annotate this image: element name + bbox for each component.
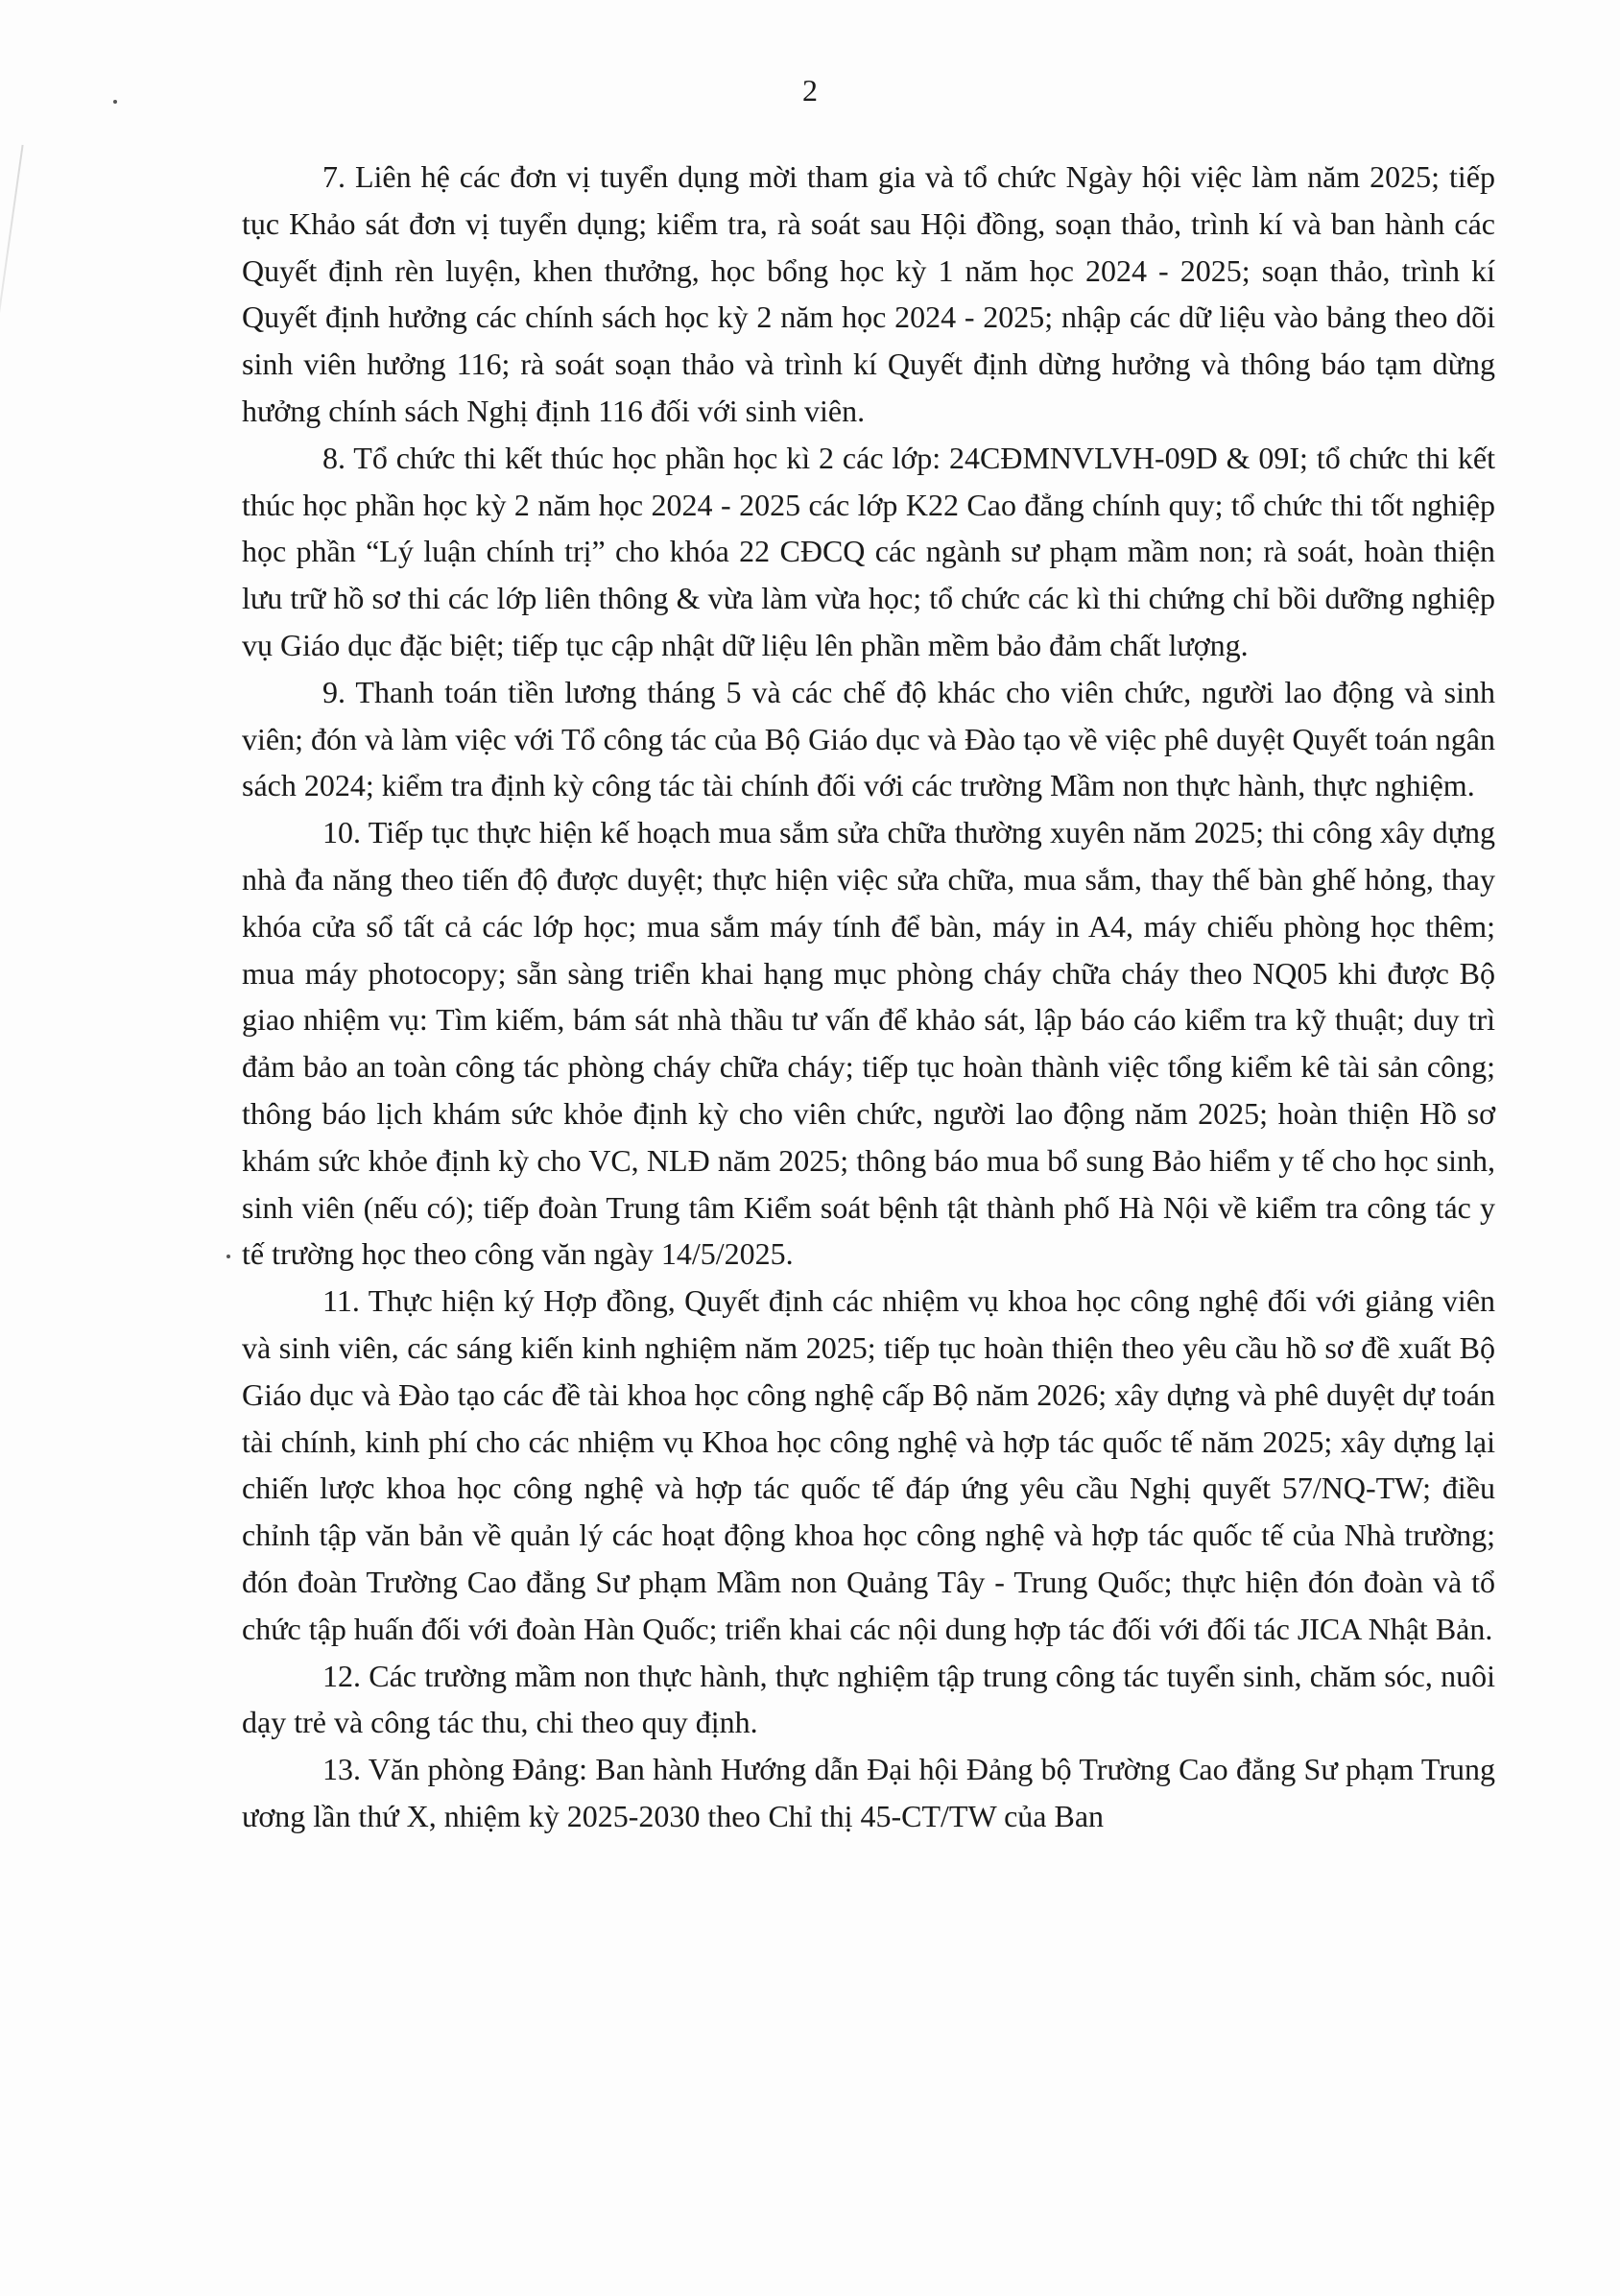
paragraph-item-10: 10. Tiếp tục thực hiện kế hoạch mua sắm sửa chữa thường xuyên năm 2025; thi công xây dựng nhà đa năng theo tiến độ được duyệt; thực hiện việc sửa chữa, mua sắm, thay thế bàn ghế hỏng, thay khóa cửa sổ tất cả các lớp học; mua sắm máy tính để bàn, máy in A4, máy chiếu phòng học thêm; mua máy photocopy; sẵn sàng triển khai hạng mục phòng cháy chữa cháy theo NQ05 khi được Bộ giao nhiệm vụ: Tìm kiếm, bám sát nhà thầu tư vấn để khảo sát, lập báo cáo kiểm tra kỹ thuật; duy trì đảm bảo an toàn công tác phòng cháy chữa cháy; tiếp tục hoàn thành việc tổng kiểm kê tài sản công; thông báo lịch khám sức khỏe định kỳ cho viên chức, người lao động năm 2025; hoàn thiện Hồ sơ khám sức khỏe định kỳ cho VC, NLĐ năm 2025; thông báo mua bổ sung Bảo hiểm y tế cho học sinh, sinh viên (nếu có); tiếp đoàn Trung tâm Kiểm soát bệnh tật thành phố Hà Nội về kiểm tra công tác y tế trường học theo công văn ngày 14/5/2025. <box>242 815 1495 1272</box>
paragraph-item-9: 9. Thanh toán tiền lương tháng 5 và các chế độ khác cho viên chức, người lao động và sinh viên; đón và làm việc với Tổ công tác của Bộ Giáo dục và Đào tạo về việc phê duyệt Quyết toán ngân sách 2024; kiểm tra định kỳ công tác tài chính đối với các trường Mầm non thực hành, thực nghiệm. <box>242 674 1495 803</box>
scan-artifact-line <box>0 145 24 345</box>
paragraph-item-13: 13. Văn phòng Đảng: Ban hành Hướng dẫn Đại hội Đảng bộ Trường Cao đẳng Sư phạm Trung ương lần thứ X, nhiệm kỳ 2025-2030 theo Chỉ thị 45-CT/TW của Ban <box>242 1752 1495 1833</box>
page-number: 2 <box>802 73 818 108</box>
scan-artifact-dot <box>226 1255 230 1258</box>
paragraph-item-12: 12. Các trường mầm non thực hành, thực nghiệm tập trung công tác tuyển sinh, chăm sóc, nuôi dạy trẻ và công tác thu, chi theo quy định. <box>242 1658 1495 1740</box>
paragraph-item-8: 8. Tổ chức thi kết thúc học phần học kì 2 các lớp: 24CĐMNVLVH-09D & 09I; tổ chức thi kết thúc học phần học kỳ 2 năm học 2024 - 2025 các lớp K22 Cao đẳng chính quy; tổ chức thi tốt nghiệp học phần “Lý luận chính trị” cho khóa 22 CĐCQ các ngành sư phạm mầm non; rà soát, hoàn thiện lưu trữ hồ sơ thi các lớp liên thông & vừa làm vừa học; tổ chức các kì thi chứng chỉ bồi dưỡng nghiệp vụ Giáo dục đặc biệt; tiếp tục cập nhật dữ liệu lên phần mềm bảo đảm chất lượng. <box>242 440 1495 662</box>
paragraph-item-7: 7. Liên hệ các đơn vị tuyển dụng mời tham gia và tổ chức Ngày hội việc làm năm 2025; tiếp tục Khảo sát đơn vị tuyển dụng; kiểm tra, rà soát sau Hội đồng, soạn thảo, trình kí và ban hành các Quyết định rèn luyện, khen thưởng, học bổng học kỳ 1 năm học 2024 - 2025; soạn thảo, trình kí Quyết định hưởng các chính sách học kỳ 2 năm học 2024 - 2025; nhập các dữ liệu vào bảng theo dõi sinh viên hưởng 116; rà soát soạn thảo và trình kí Quyết định dừng hưởng và thông báo tạm dừng hưởng chính sách Nghị định 116 đối với sinh viên. <box>242 159 1495 428</box>
paragraph-item-11: 11. Thực hiện ký Hợp đồng, Quyết định các nhiệm vụ khoa học công nghệ đối với giảng viên và sinh viên, các sáng kiến kinh nghiệm năm 2025; tiếp tục hoàn thiện theo yêu cầu hồ sơ đề xuất Bộ Giáo dục và Đào tạo các đề tài khoa học công nghệ cấp Bộ năm 2026; xây dựng và phê duyệt dự toán tài chính, kinh phí cho các nhiệm vụ Khoa học công nghệ và hợp tác quốc tế năm 2025; xây dựng lại chiến lược khoa học công nghệ và hợp tác quốc tế đáp ứng yêu cầu Nghị quyết 57/NQ-TW; điều chỉnh tập văn bản về quản lý các hoạt động khoa học công nghệ và hợp tác quốc tế của Nhà trường; đón đoàn Trường Cao đẳng Sư phạm Mầm non Quảng Tây - Trung Quốc; thực hiện đón đoàn và tổ chức tập huấn đối với đoàn Hàn Quốc; triển khai các nội dung hợp tác đối với đối tác JICA Nhật Bản. <box>242 1283 1495 1646</box>
document-body <box>242 154 1495 1840</box>
